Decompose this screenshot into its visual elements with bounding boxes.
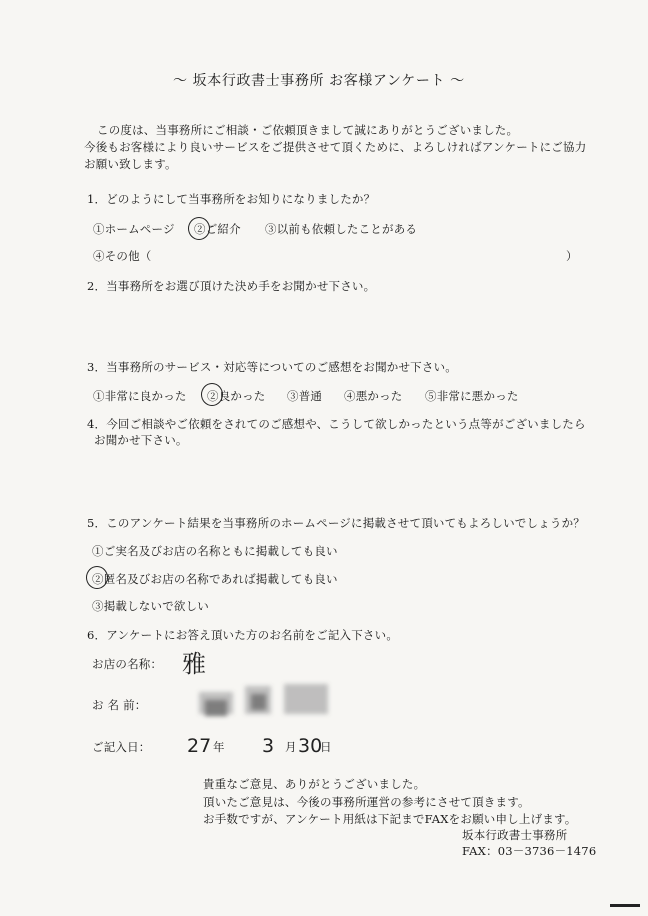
q5-option: ①ご実名及びお店の名称ともに掲載しても良い xyxy=(92,544,338,558)
redacted-name xyxy=(284,684,328,714)
fax-number: FAX：03－3736－1476 xyxy=(462,844,597,858)
q3-option: ②良かった xyxy=(207,389,266,403)
q1-other-close: ） xyxy=(566,249,578,263)
q3-option: ①非常に良かった xyxy=(93,389,187,403)
q5-option: ②匿名及びお店の名称であれば掲載しても良い xyxy=(92,572,338,586)
q5-option: ③掲載しないで欲しい xyxy=(92,599,209,613)
question-1: 1．どのようにして当事務所をお知りになりましたか？ xyxy=(87,192,376,206)
question-3: 3．当事務所のサービス・対応等についてのご感想をお聞かせ下さい。 xyxy=(87,360,457,374)
closing-line: お手数ですが、アンケート用紙は下記までFAXをお願い申し上げます。 xyxy=(203,812,577,826)
intro-line: この度は、当事務所にご相談・ご依頼頂きまして誠にありがとうございました。 xyxy=(97,123,519,137)
selection-circle xyxy=(201,383,223,406)
redacted-name xyxy=(205,700,227,716)
shop-name-label: お店の名称： xyxy=(92,657,163,671)
office-name: 坂本行政書士事務所 xyxy=(462,828,568,842)
q3-option: ③普通 xyxy=(287,389,323,403)
question-4-cont: お聞かせ下さい。 xyxy=(94,433,188,447)
q1-option: ②ご紹介 xyxy=(194,222,241,236)
date-label: ご記入日： xyxy=(92,740,151,754)
q3-option: ⑤非常に悪かった xyxy=(425,389,519,403)
date-day-unit: 日 xyxy=(320,740,332,754)
scan-mark xyxy=(610,904,640,907)
date-month-unit: 月 xyxy=(285,740,297,754)
date-year-value: 27 xyxy=(187,735,212,757)
selection-circle xyxy=(86,566,108,589)
closing-line: 貴重なご意見、ありがとうございました。 xyxy=(203,777,426,791)
question-2: 2．当事務所をお選び頂けた決め手をお聞かせ下さい。 xyxy=(87,279,376,293)
shop-name-value: 雅 xyxy=(182,650,204,678)
closing-line: 頂いたご意見は、今後の事務所運営の参考にさせて頂きます。 xyxy=(203,795,530,809)
q3-option: ④悪かった xyxy=(344,389,403,403)
page-title: ～ 坂本行政書士事務所 お客様アンケート ～ xyxy=(173,73,465,89)
q1-option: ③以前も依頼したことがある xyxy=(265,222,418,236)
question-4: 4．今回ご相談やご依頼をされてのご感想や、こうして欲しかったという点等がございましたら xyxy=(87,417,586,431)
intro-line: お願い致します。 xyxy=(84,157,177,171)
redacted-name xyxy=(251,694,266,710)
date-year-unit: 年 xyxy=(213,740,225,754)
q1-other-label: ④その他（ xyxy=(93,249,152,263)
date-day-value: 30 xyxy=(298,735,323,757)
q1-option: ①ホームページ xyxy=(93,222,175,236)
question-6: 6．アンケートにお答え頂いた方のお名前をご記入下さい。 xyxy=(87,628,399,642)
question-5: 5．このアンケート結果を当事務所のホームページに掲載させて頂いてもよろしいでしょうか？ xyxy=(87,516,585,530)
person-name-label: お 名 前： xyxy=(92,698,147,712)
date-month-value: 3 xyxy=(262,735,275,757)
selection-circle xyxy=(188,217,210,240)
intro-line: 今後もお客様により良いサービスをご提供させて頂くために、よろしければアンケートにご協力 xyxy=(84,140,587,154)
